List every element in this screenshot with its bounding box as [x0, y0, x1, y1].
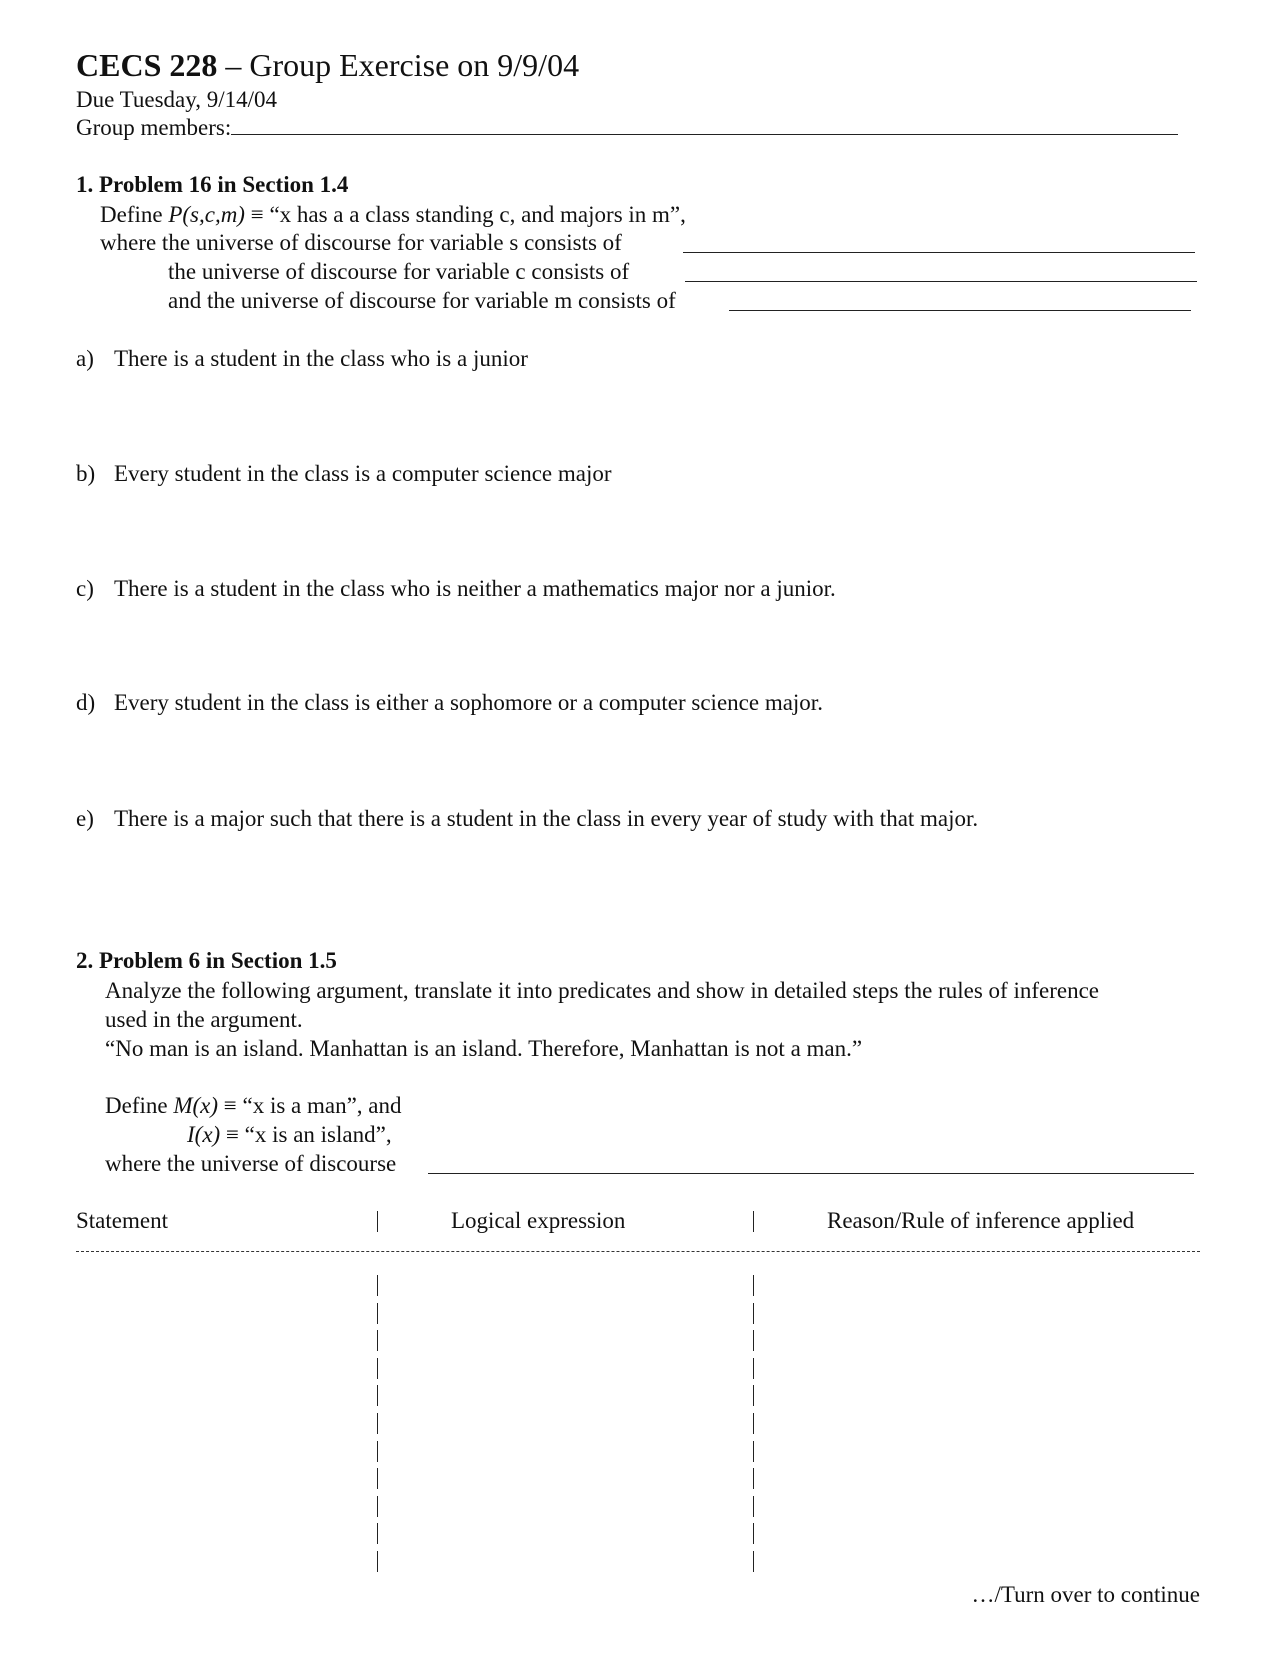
row-column-divider	[377, 1496, 378, 1517]
part-b	[76, 460, 612, 488]
m-definition: ≡ “x is a man”, and	[218, 1093, 402, 1118]
problem1-heading	[76, 171, 348, 199]
universe-label: where the universe of discourse	[105, 1151, 397, 1176]
row-column-divider	[377, 1523, 378, 1544]
row-column-divider	[753, 1358, 754, 1379]
universe-row	[105, 1150, 396, 1178]
problem2-instructions-1: Analyze the following argument, translate it into predicates and show in detailed steps the rules of inference	[105, 978, 1100, 1003]
row-column-divider	[753, 1275, 754, 1296]
part-text: There is a student in the class who is neither a mathematics major nor a junior.	[114, 576, 836, 601]
universe-s-row	[100, 229, 622, 257]
group-members-row	[76, 114, 1178, 142]
turn-over-note: …/Turn over to continue	[971, 1582, 1200, 1607]
column-divider	[753, 1211, 754, 1232]
part-label: b)	[76, 461, 96, 486]
row-column-divider	[377, 1330, 378, 1351]
problem1-define	[100, 201, 686, 229]
predicate-i: I(x)	[187, 1122, 221, 1147]
row-column-divider	[377, 1303, 378, 1324]
exercise-title: Group Exercise on 9/9/04	[249, 47, 580, 83]
universe-s-field[interactable]	[683, 232, 1195, 253]
part-e	[76, 805, 978, 833]
part-label: c)	[76, 576, 94, 601]
column-header-reason: Reason/Rule of inference applied	[827, 1208, 1135, 1233]
universe-c-field[interactable]	[685, 261, 1197, 282]
row-column-divider	[377, 1551, 378, 1572]
row-column-divider	[753, 1468, 754, 1489]
part-label: e)	[76, 806, 94, 831]
row-column-divider	[377, 1358, 378, 1379]
universe-m-row	[168, 287, 676, 315]
row-column-divider	[753, 1496, 754, 1517]
universe-m-label: and the universe of discourse for variable m consists of	[168, 288, 676, 313]
row-column-divider	[753, 1413, 754, 1434]
define-m	[105, 1092, 402, 1120]
part-label: a)	[76, 346, 94, 371]
part-text: Every student in the class is a computer science major	[114, 461, 612, 486]
row-column-divider	[377, 1275, 378, 1296]
define-prefix: Define	[100, 202, 169, 227]
universe-c-label: the universe of discourse for variable c consists of	[168, 259, 630, 284]
part-d	[76, 689, 823, 717]
part-text: There is a major such that there is a student in the class in every year of study with that major.	[114, 806, 979, 831]
group-members-field[interactable]	[231, 114, 1178, 135]
row-column-divider	[753, 1551, 754, 1572]
row-column-divider	[377, 1385, 378, 1406]
title-dash: –	[217, 47, 250, 83]
row-column-divider	[753, 1330, 754, 1351]
i-definition: ≡ “x is an island”,	[220, 1122, 392, 1147]
group-members-label: Group members:	[76, 115, 232, 140]
part-text: There is a student in the class who is a junior	[114, 346, 528, 371]
row-column-divider	[377, 1441, 378, 1462]
define-rest: ≡ “x has a a class standing c, and majors in m”,	[244, 202, 686, 227]
problem2-heading	[76, 947, 337, 975]
define-i	[187, 1121, 392, 1149]
column-header-logical-expression: Logical expression	[451, 1208, 626, 1233]
universe-field[interactable]	[428, 1153, 1194, 1174]
predicate-p: P(s,c,m)	[168, 202, 245, 227]
row-column-divider	[377, 1413, 378, 1434]
universe-c-row	[168, 258, 629, 286]
row-column-divider	[753, 1441, 754, 1462]
part-label: d)	[76, 690, 96, 715]
column-divider	[377, 1211, 378, 1232]
column-header-statement: Statement	[76, 1208, 168, 1233]
problem2-heading-text: 2. Problem 6 in Section 1.5	[76, 948, 337, 973]
predicate-m: M(x)	[173, 1093, 219, 1118]
part-a	[76, 345, 528, 373]
row-column-divider	[753, 1303, 754, 1324]
page-title	[76, 46, 579, 84]
due-date: Due Tuesday, 9/14/04	[76, 87, 278, 112]
define-prefix: Define	[105, 1093, 174, 1118]
part-text: Every student in the class is either a sophomore or a computer science major.	[114, 690, 823, 715]
universe-m-field[interactable]	[729, 290, 1191, 311]
table-header-separator	[76, 1251, 1200, 1252]
part-c	[76, 575, 836, 603]
row-column-divider	[753, 1523, 754, 1544]
argument-quote: “No man is an island. Manhattan is an island. Therefore, Manhattan is not a man.”	[105, 1036, 863, 1061]
problem1-heading-text: 1. Problem 16 in Section 1.4	[76, 172, 349, 197]
universe-s-label: where the universe of discourse for variable s consists of	[100, 230, 622, 255]
row-column-divider	[753, 1385, 754, 1406]
row-column-divider	[377, 1468, 378, 1489]
course-code: CECS 228	[76, 47, 218, 83]
problem2-instructions-2: used in the argument.	[105, 1007, 303, 1032]
